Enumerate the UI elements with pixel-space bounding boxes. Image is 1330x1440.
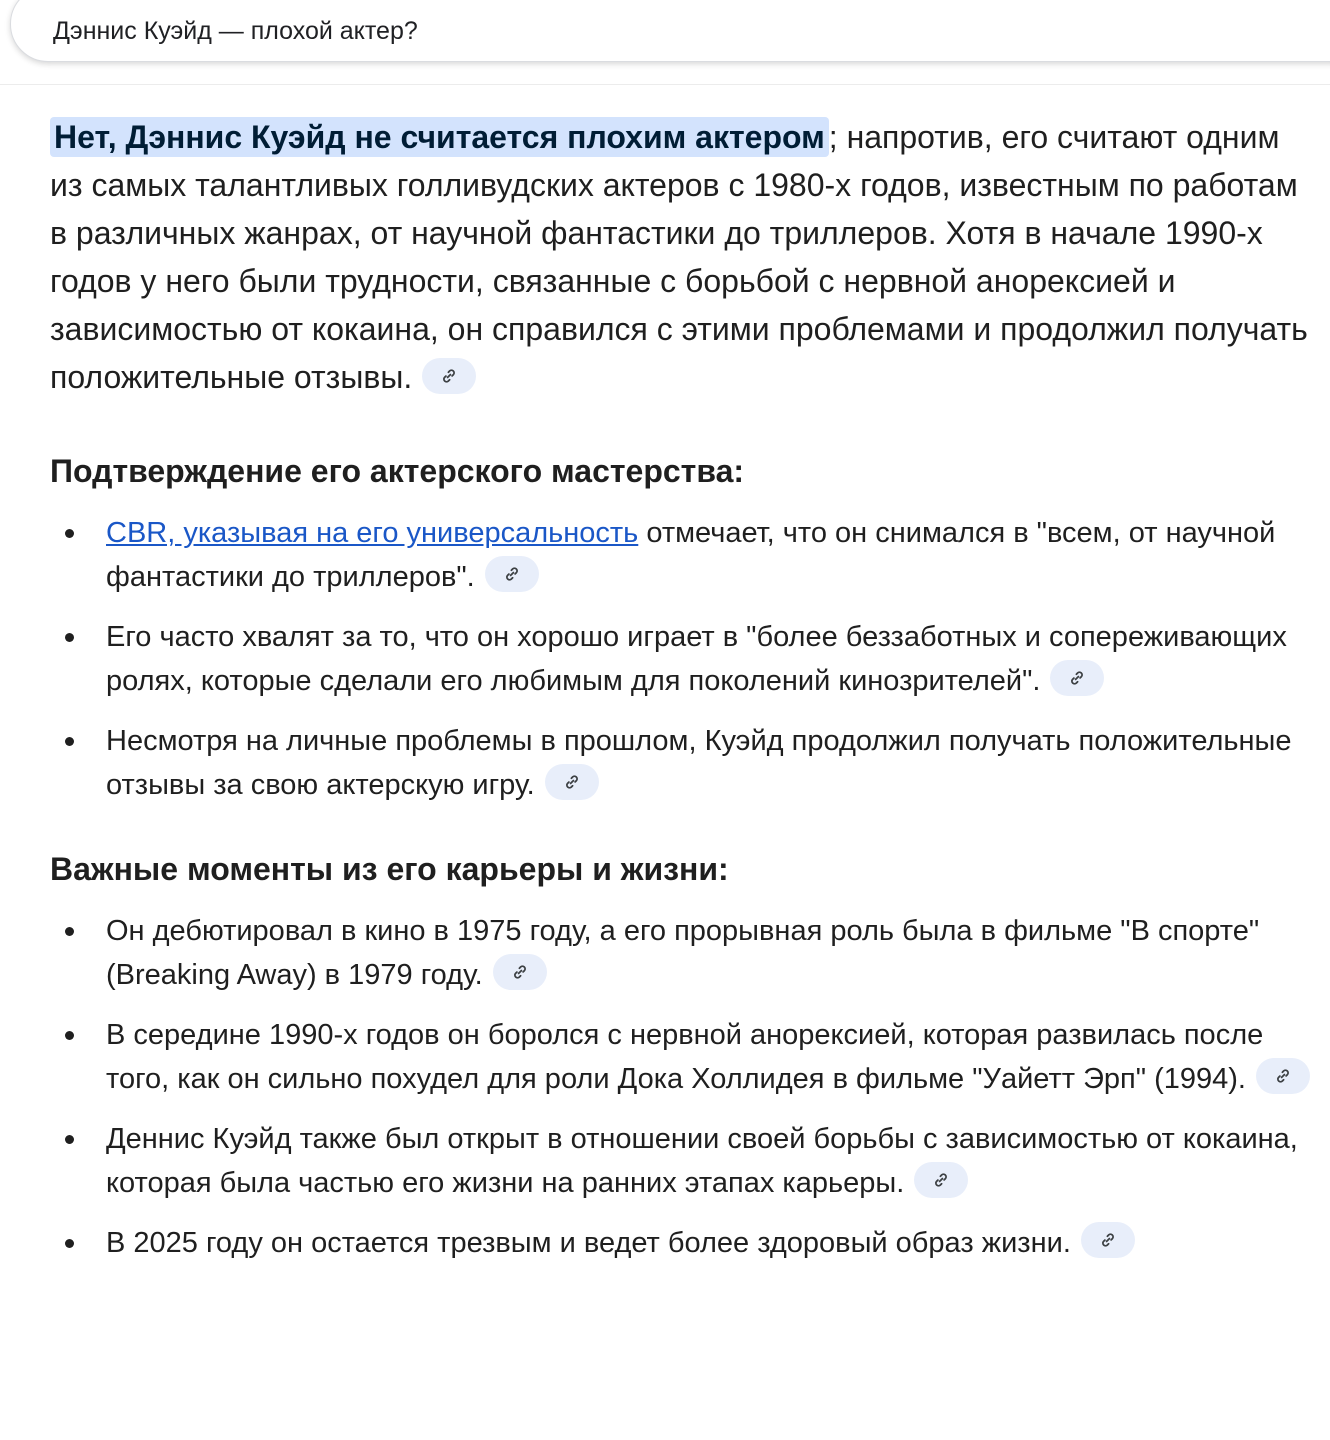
cbr-link[interactable]: CBR, указывая на его универсальность [106,517,639,549]
list-item [106,511,1320,599]
answer-intro [50,113,1320,401]
source-link-button[interactable] [422,358,476,394]
source-link-button[interactable] [545,764,599,800]
link-icon [504,566,520,582]
link-icon [512,964,528,980]
acting-list [50,511,1320,807]
link-icon [1100,1232,1116,1248]
source-link-button[interactable] [1081,1222,1135,1258]
list-item-text: отмечает, что он снимался в "всем, от научной фантастики до триллеров". [106,517,1276,593]
link-icon [1069,670,1085,686]
list-item [106,1013,1320,1101]
source-link-button[interactable] [1050,660,1104,696]
list-item [106,719,1320,807]
career-list [50,909,1320,1265]
source-link-button[interactable] [1256,1058,1310,1094]
source-link-button[interactable] [485,556,539,592]
section-heading-career: Важные моменты из его карьеры и жизни: [50,851,729,887]
list-item-text: В середине 1990-х годов он боролся с нервной анорексией, которая развилась после того, как он сильно похудел для роли Дока Холлидея в фильме "Уайетт Эрп" (1994). [106,1019,1264,1095]
answer-intro-text: ; напротив, его считают одним из самых талантливых голливудских актеров с 1980-х годов, известным по работам в различных жанрах, от научной фантастики до триллеров. Хотя в начале 1990-х годов у него были трудности, связанные с борьбой с нервной анорексией и зависимостью от кокаина, он справился с этими проблемами и продолжил получать положительные отзывы. [50,119,1308,395]
search-query[interactable]: Дэннис Куэйд — плохой актер? [53,17,418,45]
source-link-button[interactable] [914,1162,968,1198]
list-item [106,1117,1320,1205]
section-heading-acting: Подтверждение его актерского мастерства: [50,453,745,489]
list-item [106,909,1320,997]
source-link-button[interactable] [493,954,547,990]
link-icon [441,368,457,384]
list-item-text: Деннис Куэйд также был открыт в отношении своей борьбы с зависимостью от кокаина, которая была частью его жизни на ранних этапах карьеры. [106,1123,1298,1199]
ai-answer [50,113,1320,1265]
list-item [106,1221,1320,1265]
list-item-text: В 2025 году он остается трезвым и ведет более здоровый образ жизни. [106,1227,1071,1259]
answer-highlight: Нет, Дэннис Куэйд не считается плохим актером [50,117,829,157]
list-item-text: Он дебютировал в кино в 1975 году, а его прорывная роль была в фильме "В спорте" (Breaking Away) в 1979 году. [106,915,1260,991]
list-item-text: Несмотря на личные проблемы в прошлом, Куэйд продолжил получать положительные отзывы за свою актерскую игру. [106,725,1292,801]
search-bar[interactable] [10,0,1330,62]
link-icon [564,774,580,790]
link-icon [1275,1068,1291,1084]
header-divider [0,84,1330,85]
link-icon [933,1172,949,1188]
list-item-text: Его часто хвалят за то, что он хорошо играет в "более беззаботных и сопереживающих ролях, которые сделали его любимым для поколений кинозрителей". [106,621,1287,697]
list-item [106,615,1320,703]
